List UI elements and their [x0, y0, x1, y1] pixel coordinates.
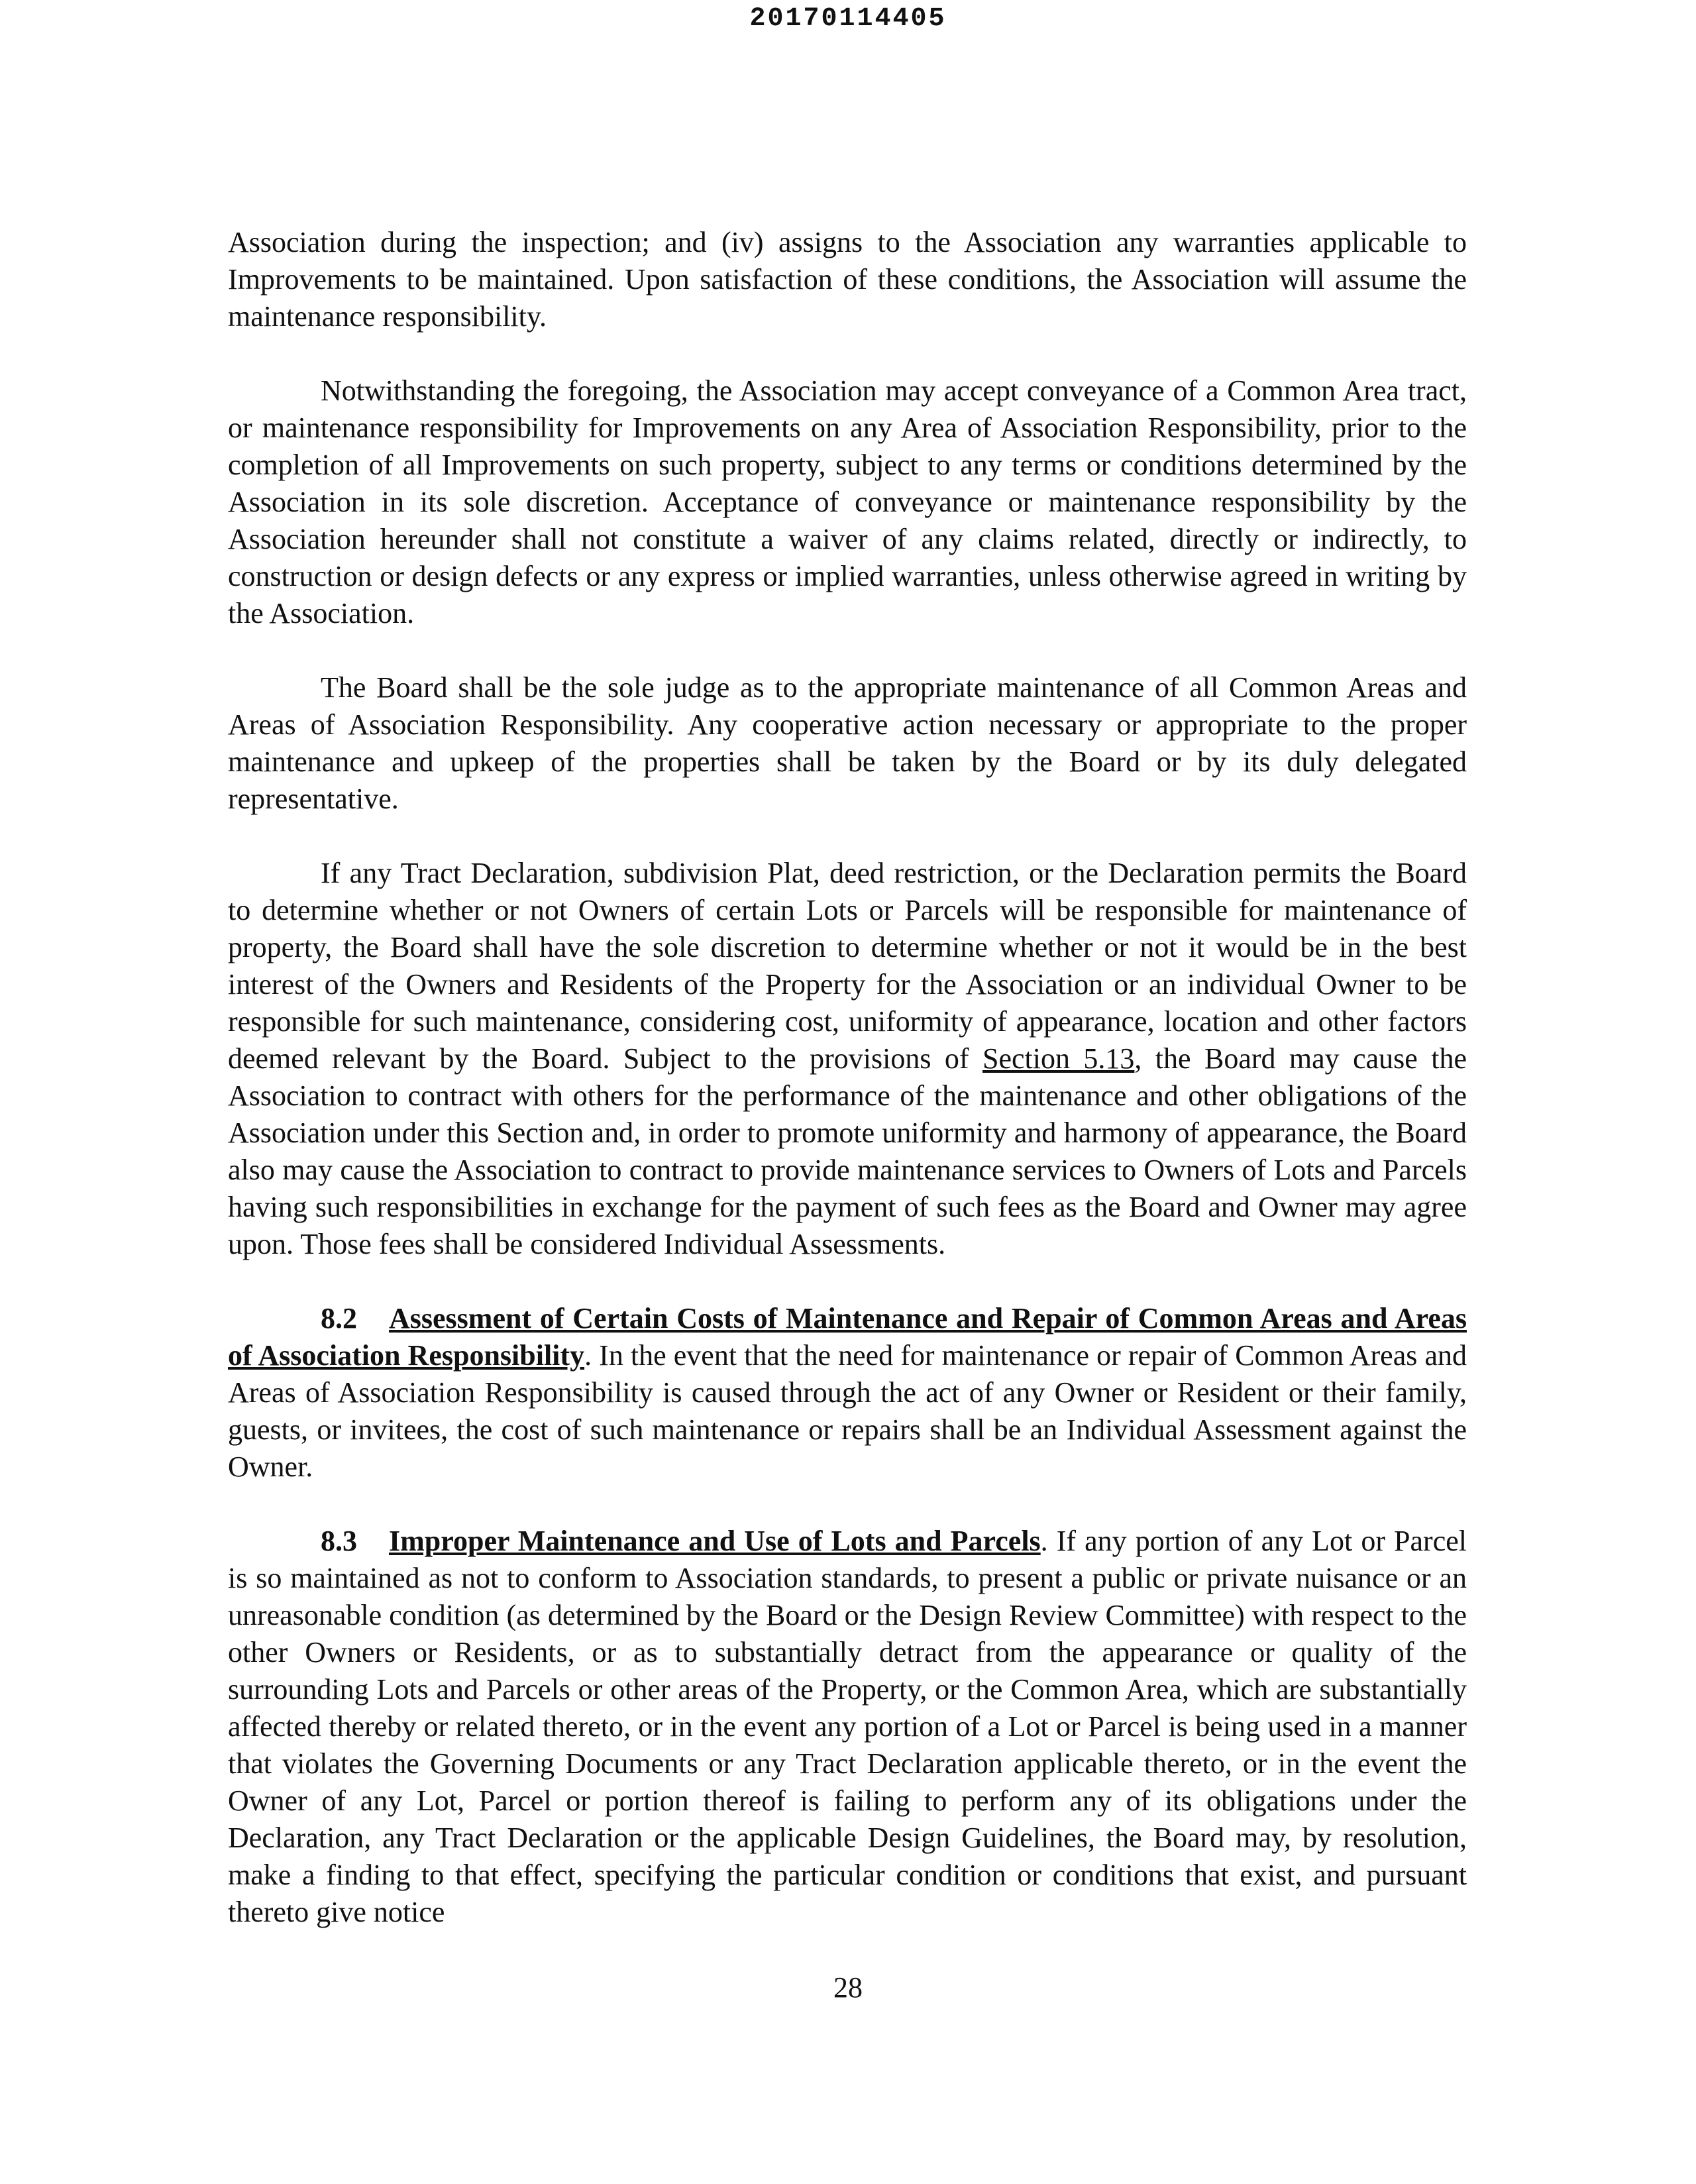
paragraph-tract-declaration-text-before: If any Tract Declaration, subdivision Plat, deed restriction, or the Declaration permits the Board to determine whether or not Owners of certain Lots or Parcels will be responsible for maintenance of property, the Board shall have the sole discretion to determine whether or not it would be in the best interest of the Owners and Residents of the Property for the Association or an individual Owner to be responsible for such maintenance, considering cost, uniformity of appearance, location and other factors deemed relevant by the Board. Subject to the provisions of [228, 857, 1467, 1075]
section-8-2-text: . In the event that the need for maintenance or repair of Common Areas and Areas of Association Responsibility is caused through the act of any Owner or Resident or their family, guests, or invitees, the cost of such maintenance or repairs shall be an Individual Assessment against the Owner. [228, 1339, 1467, 1483]
paragraph-notwithstanding: Notwithstanding the foregoing, the Association may accept conveyance of a Common Area tract, or maintenance responsibility for Improvements on any Area of Association Responsibility, prior to the completion of all Improvements on such property, subject to any terms or conditions determined by the Association in its sole discretion. Acceptance of conveyance or maintenance responsibility by the Association hereunder shall not constitute a waiver of any claims related, directly or indirectly, to construction or design defects or any express or implied warranties, unless otherwise agreed in writing by the Association. [228, 374, 1467, 629]
section-8-3-title: Improper Maintenance and Use of Lots and Parcels [389, 1525, 1041, 1557]
paragraph-board-judge: The Board shall be the sole judge as to the appropriate maintenance of all Common Areas and Areas of Association Responsibility. Any cooperative action necessary or appropriate to the proper maintenance and upkeep of the properties shall be taken by the Board or by its duly delegated representative. [228, 671, 1467, 815]
section-8-2 [228, 1300, 1467, 1486]
document-body [228, 224, 1467, 1968]
section-8-3-text: . If any portion of any Lot or Parcel is so maintained as not to conform to Association standards, to present a public or private nuisance or an unreasonable condition (as determined by the Board or the Design Review Committee) with respect to the other Owners or Residents, or as to substantially detract from the appearance or quality of the surrounding Lots and Parcels or other areas of the Property, or the Common Area, which are substantially affected thereby or related thereto, or in the event any portion of a Lot or Parcel is being used in a manner that violates the Governing Documents or any Tract Declaration applicable thereto, or in the event the Owner of any Lot, Parcel or portion thereof is failing to perform any of its obligations under the Declaration, any Tract Declaration or the applicable Design Guidelines, the Board may, by resolution, make a finding to that effect, specifying the particular condition or conditions that exist, and pursuant thereto give notice [228, 1525, 1467, 1928]
page-number: 28 [833, 1971, 863, 2004]
paragraph-tract-declaration [228, 855, 1467, 1263]
section-8-2-number: 8.2 [321, 1302, 357, 1335]
paragraph-inspection-continued: Association during the inspection; and (iv) assigns to the Association any warranties applicable to Improvements to be maintained. Upon satisfaction of these conditions, the Association will assume the maintenance responsibility. [228, 226, 1467, 333]
section-8-3 [228, 1523, 1467, 1931]
paragraph-tract-declaration-text-after: , the Board may cause the Association to contract with others for the performance of the maintenance and other obligations of the Association under this Section and, in order to promote uniformity and harmony of appearance, the Board also may cause the Association to contract to provide maintenance services to Owners of Lots and Parcels having such responsibilities in exchange for the payment of such fees as the Board and Owner may agree upon. Those fees shall be considered Individual Assessments. [228, 1042, 1467, 1260]
section-8-3-number: 8.3 [321, 1525, 357, 1557]
section-8-2-title: Assessment of Certain Costs of Maintenance and Repair of Common Areas and Areas of Association Responsibility [228, 1302, 1467, 1372]
document-number: 20170114405 [749, 4, 947, 34]
section-reference-link: Section 5.13 [982, 1042, 1135, 1075]
